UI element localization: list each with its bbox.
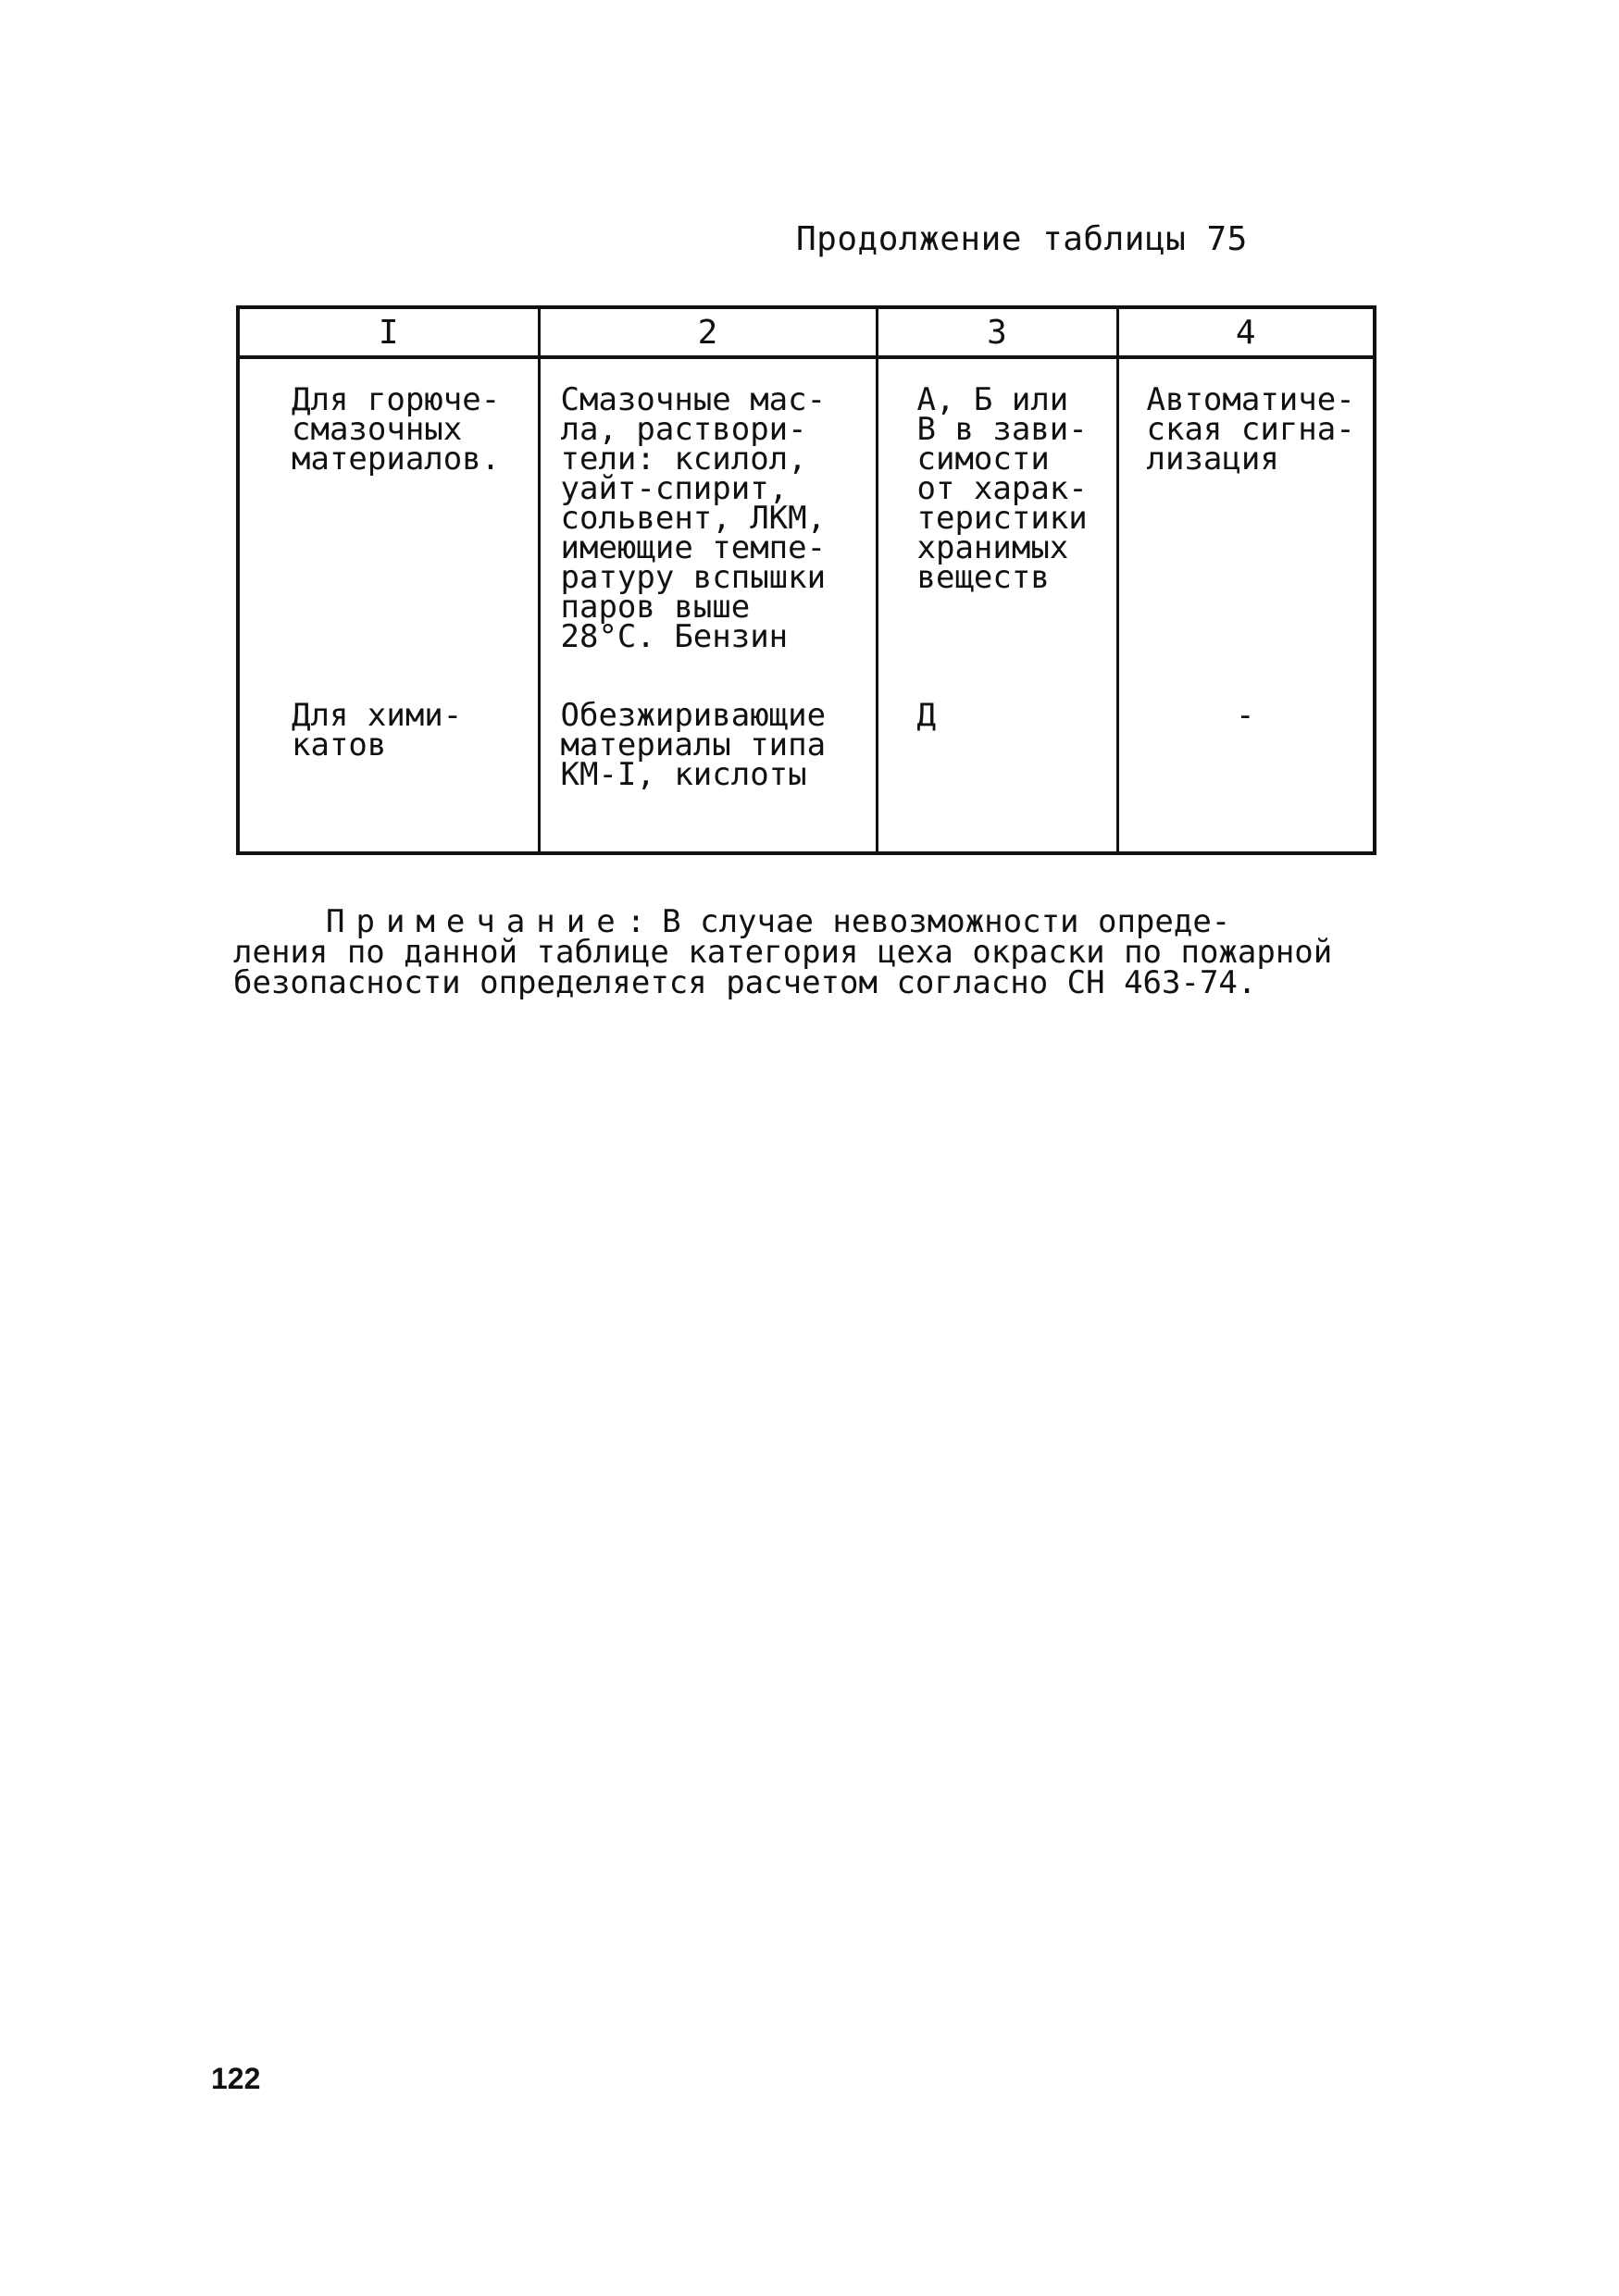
- column-header-4: 4: [1117, 307, 1375, 357]
- table-cell: Смазочные мас- ла, раствори- тели: ксилол, уайт-спирит, сольвент, ЛКМ, имеющие темпе- ратуру вспышки паров выше 28°С. Бензин: [539, 357, 877, 701]
- table-header-row: [238, 307, 1375, 357]
- note-text: В случае невозможности опреде-: [662, 903, 1231, 940]
- column-header-1: I: [238, 307, 539, 357]
- table-row: [238, 357, 1375, 701]
- note-label: Примечание:: [326, 903, 657, 940]
- table-cell: Д: [877, 701, 1117, 853]
- page-number: 122: [211, 2062, 261, 2095]
- table-continuation-title: Продолжение таблицы 75: [796, 220, 1248, 258]
- table-note: [233, 903, 1381, 1001]
- note-line: безопасности определяется расчетом согласно СН 463-74.: [233, 964, 1257, 1001]
- table-cell: -: [1117, 701, 1375, 853]
- table-cell: А, Б или В в зави- симости от харак- теристики хранимых веществ: [877, 357, 1117, 701]
- column-header-2: 2: [539, 307, 877, 357]
- table-cell: Для хими- катов: [238, 701, 539, 853]
- column-header-3: 3: [877, 307, 1117, 357]
- note-line: ления по данной таблице категория цеха окраски по пожарной: [233, 934, 1333, 971]
- table-cell: Автоматиче- ская сигна- лизация: [1117, 357, 1375, 701]
- table-row: [238, 701, 1375, 853]
- category-table: [236, 305, 1376, 855]
- table-cell: Для горюче- смазочных материалов.: [238, 357, 539, 701]
- table-cell: Обезжиривающие материалы типа КМ-I, кислоты: [539, 701, 877, 853]
